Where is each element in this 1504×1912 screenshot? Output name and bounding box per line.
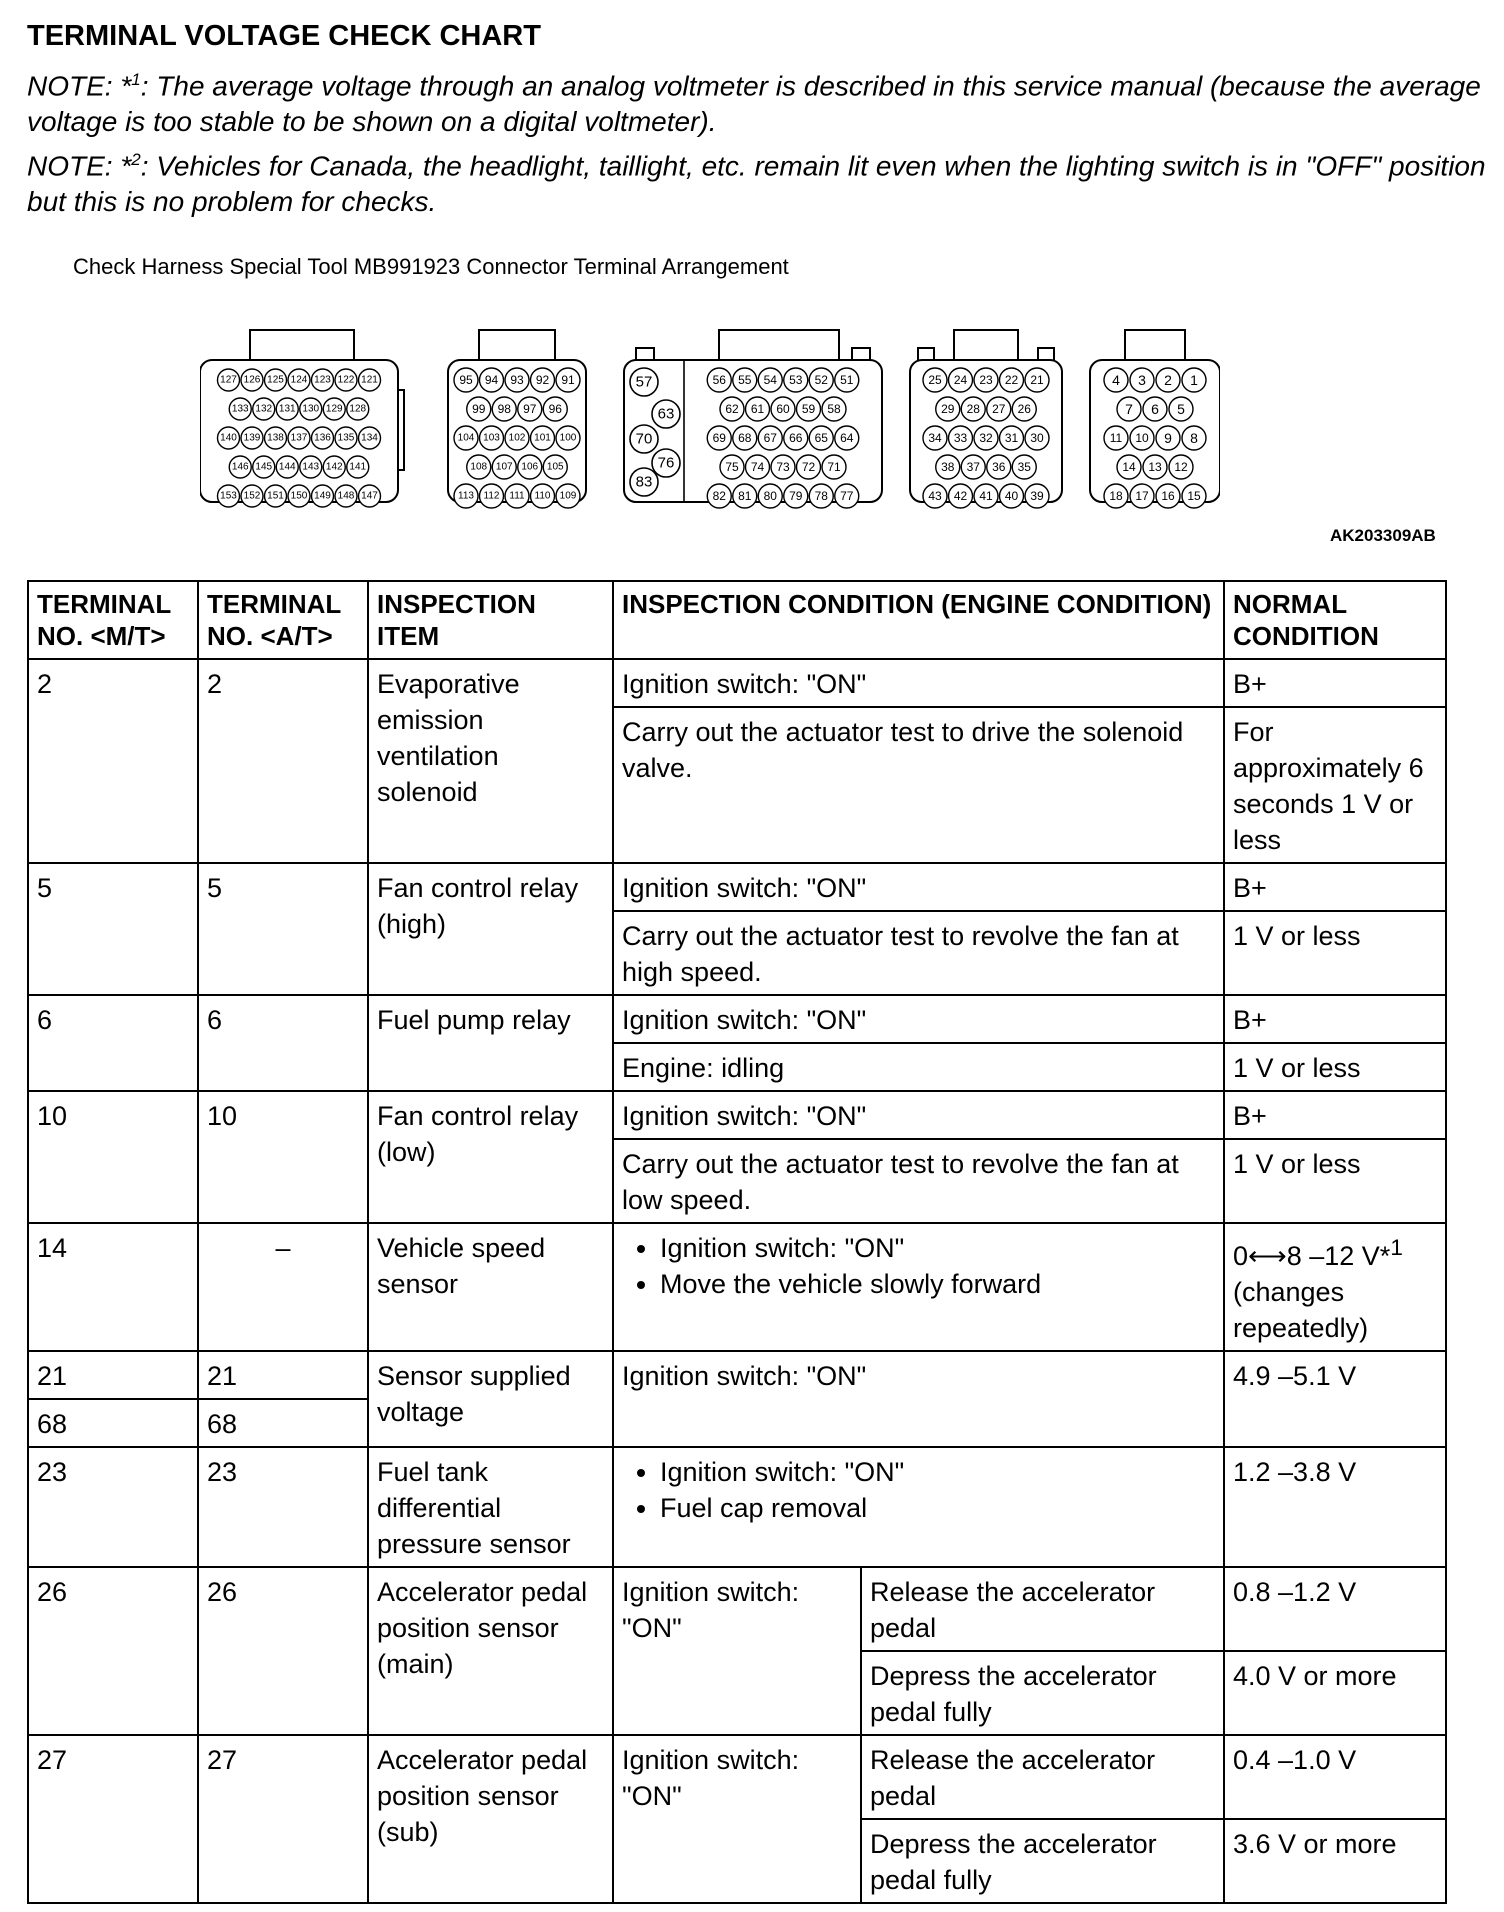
terminal-label: 42 xyxy=(953,489,968,503)
terminal-label: 99 xyxy=(472,402,486,416)
terminal-label: 63 xyxy=(657,405,675,423)
terminal-label: 130 xyxy=(302,403,320,415)
terminal-label: 4 xyxy=(1112,372,1120,388)
terminal-label: 64 xyxy=(840,431,854,445)
terminal-label: 111 xyxy=(509,490,525,502)
cell-inspection-item: Vehicle speed sensor xyxy=(368,1223,613,1351)
terminal-label: 59 xyxy=(801,402,816,416)
list-item: • Move the vehicle slowly forward xyxy=(660,1266,1215,1302)
cell-terminal-at: 6 xyxy=(198,995,368,1091)
note-2-marker: 2 xyxy=(131,150,141,169)
table-row xyxy=(28,863,1446,911)
cell-normal: 1.2 –3.8 V xyxy=(1224,1447,1446,1567)
list-item: • Ignition switch: "ON" xyxy=(660,1230,1215,1266)
terminal-label: 102 xyxy=(508,432,526,444)
terminal-label: 137 xyxy=(290,432,308,444)
cell-terminal-mt: 23 xyxy=(28,1447,198,1567)
terminal-label: 62 xyxy=(725,402,739,416)
cell-normal: 1 V or less xyxy=(1224,1043,1446,1091)
note-2-prefix: NOTE: * xyxy=(27,150,132,182)
terminal-label: 146 xyxy=(231,461,249,473)
terminal-label: 140 xyxy=(220,432,237,444)
terminal-label: 126 xyxy=(243,374,261,386)
terminal-label: 18 xyxy=(1109,489,1123,503)
terminal-label: 5 xyxy=(1177,401,1185,417)
terminal-label: 12 xyxy=(1174,460,1188,474)
terminal-label: 95 xyxy=(459,373,473,387)
connector-3-key xyxy=(719,330,839,362)
terminal-label: 27 xyxy=(992,402,1006,416)
cell-condition: Carry out the actuator test to revolve the fan at low speed. xyxy=(613,1139,1224,1223)
cell-terminal-mt: 26 xyxy=(28,1567,198,1735)
terminal-label: 123 xyxy=(314,374,331,386)
cell-terminal-at: 27 xyxy=(198,1735,368,1903)
terminal-label: 113 xyxy=(458,490,474,502)
terminal-label: 147 xyxy=(361,490,378,502)
terminal-label: 76 xyxy=(657,454,675,472)
cell-terminal-mt: 6 xyxy=(28,995,198,1091)
terminal-label: 29 xyxy=(941,402,955,416)
cell-normal: 1 V or less xyxy=(1224,911,1446,995)
terminal-label: 122 xyxy=(337,374,355,386)
terminal-label: 77 xyxy=(840,489,854,503)
cell-sub-condition: Release the accelerator pedal xyxy=(861,1735,1224,1819)
terminal-label: 138 xyxy=(267,432,284,444)
terminal-label: 94 xyxy=(484,373,499,387)
cell-inspection-item: Accelerator pedal position sensor (sub) xyxy=(368,1735,613,1903)
terminal-label: 128 xyxy=(349,403,367,415)
connector-1-key xyxy=(250,330,354,362)
terminal-label: 41 xyxy=(979,489,993,503)
terminal-label: 55 xyxy=(738,373,752,387)
cell-terminal-mt: 14 xyxy=(28,1223,198,1351)
terminal-label: 136 xyxy=(314,432,331,444)
terminal-label: 23 xyxy=(979,373,993,387)
cell-terminal-mt: 27 xyxy=(28,1735,198,1903)
cell-condition xyxy=(613,1447,1224,1567)
terminal-label: 22 xyxy=(1004,373,1019,387)
table-row xyxy=(28,1351,1446,1399)
table-row xyxy=(28,1223,1446,1351)
terminal-label: 93 xyxy=(510,373,524,387)
note-1-marker: 1 xyxy=(131,70,141,89)
terminal-label: 3 xyxy=(1138,372,1146,388)
list-item: • Ignition switch: "ON" xyxy=(660,1454,1215,1490)
terminal-label: 39 xyxy=(1030,489,1044,503)
terminal-label: 30 xyxy=(1030,431,1044,445)
header-inspection-item: INSPECTION ITEM xyxy=(368,581,613,659)
cell-normal: 0.8 –1.2 V xyxy=(1224,1567,1446,1651)
cell-condition: Carry out the actuator test to drive the solenoid valve. xyxy=(613,707,1224,863)
terminal-label: 148 xyxy=(337,490,355,502)
cell-terminal-mt: 10 xyxy=(28,1091,198,1223)
terminal-label: 72 xyxy=(801,460,816,474)
terminal-label: 125 xyxy=(267,374,284,386)
terminal-label: 150 xyxy=(290,490,308,502)
terminal-label: 82 xyxy=(712,489,726,503)
normal-note: (changes repeatedly) xyxy=(1233,1277,1369,1343)
cell-terminal-at: 23 xyxy=(198,1447,368,1567)
cell-normal: For approximately 6 seconds 1 V or less xyxy=(1224,707,1446,863)
terminal-label: 31 xyxy=(1004,431,1019,445)
terminal-label: 26 xyxy=(1017,402,1031,416)
terminal-label: 38 xyxy=(941,460,955,474)
cell-normal: B+ xyxy=(1224,659,1446,707)
terminal-label: 65 xyxy=(814,431,828,445)
terminal-label: 13 xyxy=(1148,460,1162,474)
connector-1-side-tab xyxy=(398,390,404,470)
note-2 xyxy=(27,142,1487,220)
terminal-label: 105 xyxy=(546,461,564,473)
footnote-marker: 1 xyxy=(1390,1235,1403,1260)
terminal-label: 70 xyxy=(635,430,653,448)
terminal-label: 80 xyxy=(763,489,777,503)
terminal-label: 35 xyxy=(1017,460,1031,474)
table-row xyxy=(28,1447,1446,1567)
terminal-label: 107 xyxy=(495,461,513,473)
terminal-label: 69 xyxy=(712,431,726,445)
cell-terminal-at: 68 xyxy=(198,1399,368,1447)
terminal-label: 60 xyxy=(776,402,790,416)
note-1-prefix: NOTE: * xyxy=(27,70,132,102)
cell-normal: B+ xyxy=(1224,863,1446,911)
terminal-label: 40 xyxy=(1004,489,1019,503)
terminal-label: 129 xyxy=(325,403,343,415)
terminal-label: 61 xyxy=(750,402,765,416)
header-terminal-mt: TERMINAL NO. <M/T> xyxy=(28,581,198,659)
table-row xyxy=(28,1567,1446,1651)
terminal-label: 73 xyxy=(776,460,790,474)
terminal-label: 141 xyxy=(349,461,367,473)
terminal-label: 144 xyxy=(278,461,296,473)
cell-inspection-item: Accelerator pedal position sensor (main) xyxy=(368,1567,613,1735)
note-1-text: : The average voltage through an analog voltmeter is described in this service manual (because the average voltage is too stable to be shown on a digital voltmeter). xyxy=(27,70,1481,138)
terminal-label: 98 xyxy=(497,402,511,416)
terminal-label: 8 xyxy=(1190,430,1198,446)
terminal-label: 32 xyxy=(979,431,993,445)
terminal-label: 103 xyxy=(483,432,500,444)
terminal-label: 91 xyxy=(561,373,575,387)
terminal-label: 139 xyxy=(243,432,261,444)
cell-normal xyxy=(1224,1223,1446,1351)
terminal-label: 17 xyxy=(1135,489,1149,503)
cell-sub-condition: Depress the accelerator pedal fully xyxy=(861,1819,1224,1903)
cell-normal: 1 V or less xyxy=(1224,1139,1446,1223)
terminal-label: 124 xyxy=(290,374,308,386)
terminal-label: 15 xyxy=(1187,489,1201,503)
cell-condition: Ignition switch: "ON" xyxy=(613,1351,1224,1447)
terminal-label: 57 xyxy=(635,373,653,391)
cell-condition xyxy=(613,1223,1224,1351)
terminal-label: 1 xyxy=(1190,372,1198,388)
terminal-label: 34 xyxy=(928,431,942,445)
terminal-label: 10 xyxy=(1135,431,1149,445)
terminal-label: 135 xyxy=(337,432,355,444)
terminal-label: 100 xyxy=(559,432,577,444)
cell-normal: 3.6 V or more xyxy=(1224,1819,1446,1903)
terminal-label: 96 xyxy=(548,402,562,416)
terminal-label: 134 xyxy=(361,432,378,444)
terminal-label: 121 xyxy=(361,374,378,386)
terminal-label: 151 xyxy=(267,490,284,502)
terminal-voltage-table xyxy=(27,580,1447,1904)
terminal-label: 51 xyxy=(840,373,854,387)
figure-caption: Check Harness Special Tool MB991923 Connector Terminal Arrangement xyxy=(73,254,789,279)
cell-terminal-mt: 2 xyxy=(28,659,198,863)
cell-inspection-item: Sensor supplied voltage xyxy=(368,1351,613,1447)
header-inspection-condition: INSPECTION CONDITION (ENGINE CONDITION) xyxy=(613,581,1224,659)
cell-sub-condition: Depress the accelerator pedal fully xyxy=(861,1651,1224,1735)
cell-terminal-mt: 68 xyxy=(28,1399,198,1447)
terminal-label: 104 xyxy=(457,432,475,444)
terminal-label: 131 xyxy=(278,403,296,415)
terminal-label: 149 xyxy=(314,490,331,502)
terminal-label: 109 xyxy=(559,490,577,502)
terminal-label: 133 xyxy=(231,403,249,415)
terminal-label: 142 xyxy=(325,461,343,473)
cell-inspection-item: Evaporative emission ventilation solenoid xyxy=(368,659,613,863)
cell-condition: Carry out the actuator test to revolve the fan at high speed. xyxy=(613,911,1224,995)
connector-2-key xyxy=(479,330,555,362)
terminal-label: 58 xyxy=(827,402,841,416)
connector-4-key xyxy=(954,330,1018,362)
terminal-label: 79 xyxy=(789,489,803,503)
terminal-label: 14 xyxy=(1122,460,1136,474)
terminal-label: 71 xyxy=(827,460,841,474)
terminal-label: 132 xyxy=(255,403,273,415)
cell-terminal-at: 26 xyxy=(198,1567,368,1735)
list-item: • Fuel cap removal xyxy=(660,1490,1215,1526)
terminal-label: 36 xyxy=(992,460,1006,474)
note-2-text: : Vehicles for Canada, the headlight, taillight, etc. remain lit even when the lighting switch is in "OFF" position but this is no problem for checks. xyxy=(27,150,1486,218)
terminal-label: 16 xyxy=(1161,489,1175,503)
cell-normal: B+ xyxy=(1224,995,1446,1043)
cell-terminal-at: 21 xyxy=(198,1351,368,1399)
chart-title: TERMINAL VOLTAGE CHECK CHART xyxy=(27,20,541,52)
cell-terminal-mt: 5 xyxy=(28,863,198,995)
cell-terminal-at: 2 xyxy=(198,659,368,863)
table-row xyxy=(28,659,1446,707)
table-header-row xyxy=(28,581,1446,659)
table-row xyxy=(28,995,1446,1043)
cell-normal: B+ xyxy=(1224,1091,1446,1139)
terminal-label: 67 xyxy=(763,431,777,445)
header-terminal-at: TERMINAL NO. <A/T> xyxy=(198,581,368,659)
cell-condition: Ignition switch: "ON" xyxy=(613,863,1224,911)
cell-inspection-item: Fuel tank differential pressure sensor xyxy=(368,1447,613,1567)
cell-terminal-at: 5 xyxy=(198,863,368,995)
terminal-label: 145 xyxy=(255,461,273,473)
condition-list xyxy=(622,1454,1215,1526)
cell-normal: 4.9 –5.1 V xyxy=(1224,1351,1446,1447)
table-row xyxy=(28,1735,1446,1819)
terminal-label: 112 xyxy=(483,490,500,502)
cell-condition: Ignition switch: "ON" xyxy=(613,1567,861,1735)
cell-normal: 0.4 –1.0 V xyxy=(1224,1735,1446,1819)
terminal-label: 53 xyxy=(789,373,803,387)
terminal-label: 78 xyxy=(814,489,828,503)
terminal-label: 143 xyxy=(302,461,320,473)
terminal-label: 11 xyxy=(1109,431,1123,445)
terminal-label: 6 xyxy=(1151,401,1159,417)
note-1 xyxy=(27,62,1487,140)
normal-value: 0⟷8 –12 V* xyxy=(1233,1241,1391,1271)
terminal-label: 152 xyxy=(243,490,261,502)
table-row xyxy=(28,1091,1446,1139)
connector-5-key xyxy=(1125,330,1185,362)
terminal-label: 56 xyxy=(712,373,726,387)
terminal-label: 75 xyxy=(725,460,739,474)
terminal-label: 52 xyxy=(814,373,828,387)
terminal-label: 7 xyxy=(1125,401,1133,417)
cell-inspection-item: Fan control relay (low) xyxy=(368,1091,613,1223)
terminal-label: 21 xyxy=(1030,373,1044,387)
terminal-label: 81 xyxy=(738,489,752,503)
cell-inspection-item: Fan control relay (high) xyxy=(368,863,613,995)
terminal-label: 9 xyxy=(1164,430,1172,446)
cell-condition: Ignition switch: "ON" xyxy=(613,659,1224,707)
condition-list xyxy=(622,1230,1215,1302)
cell-terminal-mt: 21 xyxy=(28,1351,198,1399)
terminal-label: 92 xyxy=(535,373,550,387)
terminal-label: 153 xyxy=(220,490,237,502)
cell-condition: Ignition switch: "ON" xyxy=(613,995,1224,1043)
terminal-label: 74 xyxy=(750,460,765,474)
terminal-label: 2 xyxy=(1164,372,1172,388)
terminal-label: 25 xyxy=(928,373,942,387)
header-normal-condition: NORMAL CONDITION xyxy=(1224,581,1446,659)
terminal-label: 110 xyxy=(534,490,551,502)
terminal-label: 24 xyxy=(953,373,968,387)
terminal-label: 127 xyxy=(220,374,237,386)
cell-sub-condition: Release the accelerator pedal xyxy=(861,1567,1224,1651)
cell-condition: Engine: idling xyxy=(613,1043,1224,1091)
terminal-label: 28 xyxy=(966,402,980,416)
terminal-label: 33 xyxy=(953,431,968,445)
figure-id: AK203309AB xyxy=(1330,526,1436,545)
terminal-label: 37 xyxy=(966,460,980,474)
terminal-label: 43 xyxy=(928,489,942,503)
cell-terminal-at: – xyxy=(198,1223,368,1351)
terminal-label: 97 xyxy=(523,402,537,416)
terminal-label: 68 xyxy=(738,431,752,445)
cell-normal: 4.0 V or more xyxy=(1224,1651,1446,1735)
connector-terminal-diagram xyxy=(200,322,1220,510)
cell-condition: Ignition switch: "ON" xyxy=(613,1735,861,1903)
cell-condition: Ignition switch: "ON" xyxy=(613,1091,1224,1139)
terminal-label: 108 xyxy=(470,461,488,473)
terminal-label: 106 xyxy=(521,461,539,473)
terminal-label: 83 xyxy=(635,473,653,491)
cell-terminal-at: 10 xyxy=(198,1091,368,1223)
terminal-label: 101 xyxy=(534,432,551,444)
terminal-label: 54 xyxy=(763,373,777,387)
cell-inspection-item: Fuel pump relay xyxy=(368,995,613,1091)
terminal-label: 66 xyxy=(789,431,803,445)
